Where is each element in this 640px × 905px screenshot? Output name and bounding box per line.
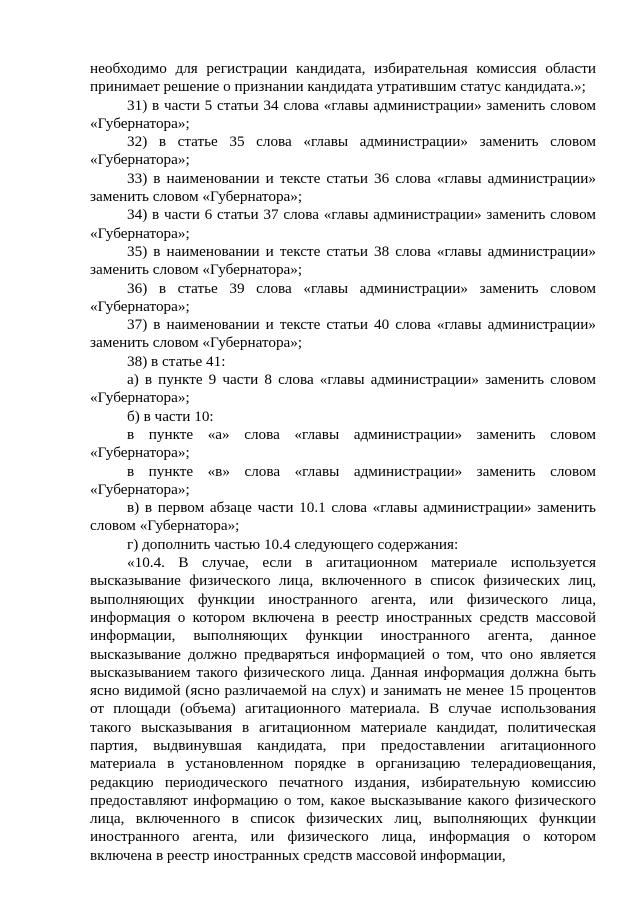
- document-page: [90, 60, 596, 865]
- paragraph-3: 33) в наименовании и тексте статьи 36 слова «главы администрации» заменить словом «Губернатора»;: [90, 169, 596, 206]
- paragraph-12: в пункте «в» слова «главы администрации» заменить словом «Губернатора»;: [90, 462, 596, 498]
- paragraph-15: «10.4. В случае, если в агитационном материале используется высказывание физического лица, включенного в список физических лиц, выполняющих функции иностранного агента, или физического лица, информация о котором включена в реестр иностранных средств массовой информации, выполняющих функции иностранного агента, данное высказывание должно предваряться информацией о том, что оно является высказыванием такого физического лица. Данная информация должна быть ясно видимой (ясно различаемой на слух) и занимать не менее 15 процентов от площади (объема) агитационного материала. В случае использования такого высказывания в агитационном материале кандидат, политическая партия, выдвинувшая кандидата, при предоставлении агитационного материала в установленном порядке в организацию телерадиовещания, редакцию периодического печатного издания, избирательную комиссию предоставляют информацию о том, какое высказывание какого физического лица, включенного в список физических лиц, выполняющих функции иностранного агента, или физического лица, информация о котором включена в реестр иностранных средств массовой информации,: [90, 554, 596, 864]
- paragraph-8: 38) в статье 41:: [127, 352, 226, 370]
- paragraph-7: 37) в наименовании и тексте статьи 40 слова «главы администрации» заменить словом «Губернатора»;: [90, 316, 596, 352]
- paragraph-9: а) в пункте 9 части 8 слова «главы администрации» заменить словом «Губернатора»;: [90, 371, 596, 407]
- paragraph-1: 31) в части 5 статьи 34 слова «главы администрации» заменить словом «Губернатора»;: [90, 96, 596, 132]
- paragraph-5: 35) в наименовании и тексте статьи 38 слова «главы администрации» заменить словом «Губернатора»;: [90, 242, 596, 279]
- paragraph-11: в пункте «а» слова «главы администрации» заменить словом «Губернатора»;: [90, 425, 596, 462]
- paragraph-2: 32) в статье 35 слова «главы администрации» заменить словом «Губернатора»;: [90, 133, 596, 169]
- paragraph-4: 34) в части 6 статьи 37 слова «главы администрации» заменить словом «Губернатора»;: [90, 206, 596, 242]
- paragraph-10: б) в части 10:: [127, 407, 214, 425]
- paragraph-0: необходимо для регистрации кандидата, избирательная комиссия области принимает решение о признании кандидата утратившим статус кандидата.»;: [90, 60, 596, 96]
- paragraph-14: г) дополнить частью 10.4 следующего содержания:: [127, 535, 459, 553]
- paragraph-6: 36) в статье 39 слова «главы администрации» заменить словом «Губернатора»;: [90, 279, 596, 315]
- paragraph-13: в) в первом абзаце части 10.1 слова «главы администрации» заменить словом «Губернатора»;: [90, 499, 596, 535]
